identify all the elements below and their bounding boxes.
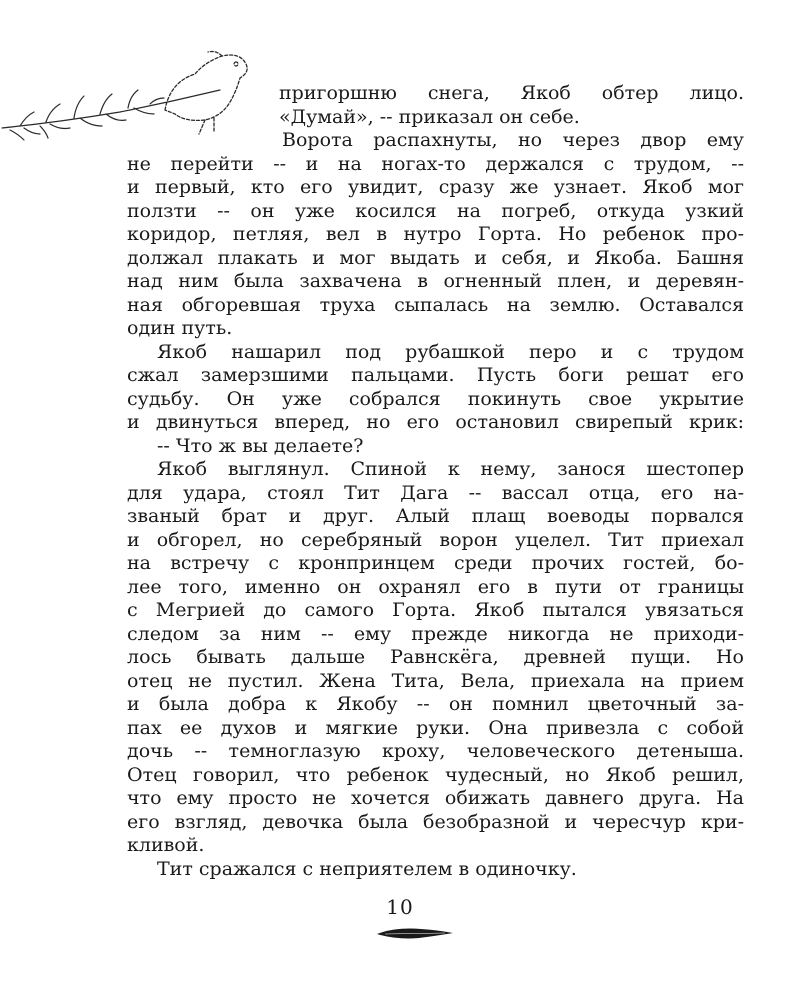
text-line: званый брат и друг. Алый плащ воеводы порвался (127, 505, 744, 527)
text-line: отец не пустил. Жена Тита, Вела, приехала на прием (127, 669, 744, 692)
text-line: «Думай», -- приказал он себе. (279, 105, 580, 128)
text-line: один путь. (127, 317, 233, 339)
book-page-text (127, 82, 744, 881)
text-line: дочь -- темноглазую кроху, человеческого детеныша. (127, 740, 744, 762)
text-line: что ему просто не хочется обижать давнего друга. На (127, 787, 744, 809)
text-line: пах ее духов и мягкие руки. Она привезла с собой (127, 716, 744, 739)
text-line: коридор, петляя, вел в нутро Горта. Но ребенок про- (127, 223, 744, 245)
text-line: следом за ним -- ему прежде никогда не приходи- (127, 622, 744, 645)
text-line: ползти -- он уже косился на погреб, откуда узкий (127, 199, 744, 222)
text-line: пригоршню снега, Якоб обтер лицо. (279, 82, 744, 104)
text-line: лось бывать дальше Равнскёга, древней пущи. Но (127, 646, 744, 668)
text-line: и обгорел, но серебряный ворон уцелел. Тит приехал (127, 528, 744, 551)
text-line: и первый, кто его увидит, сразу же узнает. Якоб мог (127, 176, 744, 198)
feather-ornament-icon (375, 925, 455, 941)
text-line: кливой. (127, 834, 205, 856)
text-line: Ворота распахнуты, но через двор ему (282, 129, 744, 151)
text-line: -- Что ж вы делаете? (157, 434, 364, 457)
page-number: 10 (386, 895, 414, 919)
text-line: должал плакать и мог выдать и себя, и Якоба. Башня (127, 246, 744, 269)
text-line: с Мегрией до самого Горта. Якоб пытался увязаться (127, 599, 744, 621)
text-line: Тит сражался с неприятелем в одиночку. (157, 857, 577, 880)
text-line: судьбу. Он уже собрался покинуть свое укрытие (127, 387, 744, 410)
text-line: Якоб выглянул. Спиной к нему, занося шестопер (157, 458, 744, 480)
text-line: сжал замерзшими пальцами. Пусть боги решат его (127, 364, 744, 386)
text-line: его взгляд, девочка была безобразной и чересчур кри- (127, 810, 744, 833)
text-line: на встречу с кронпринцем среди прочих гостей, бо- (127, 552, 744, 574)
text-line: ная обгоревшая труха сыпалась на землю. Оставался (127, 293, 744, 316)
text-line: не перейти -- и на ногах-то держался с трудом, -- (127, 152, 744, 175)
text-line: и была добра к Якобу -- он помнил цветочный за- (127, 693, 744, 715)
text-line: лее того, именно он охранял его в пути от границы (127, 575, 744, 598)
text-line: над ним была захвачена в огненный плен, и деревян- (127, 270, 744, 292)
text-line: и двинуться вперед, но его остановил свирепый крик: (127, 411, 744, 433)
text-line: Отец говорил, что ребенок чудесный, но Якоб решил, (127, 763, 744, 786)
text-line: для удара, стоял Тит Дага -- вассал отца, его на- (127, 481, 744, 504)
text-line: Якоб нашарил под рубашкой перо и с трудом (157, 340, 744, 363)
